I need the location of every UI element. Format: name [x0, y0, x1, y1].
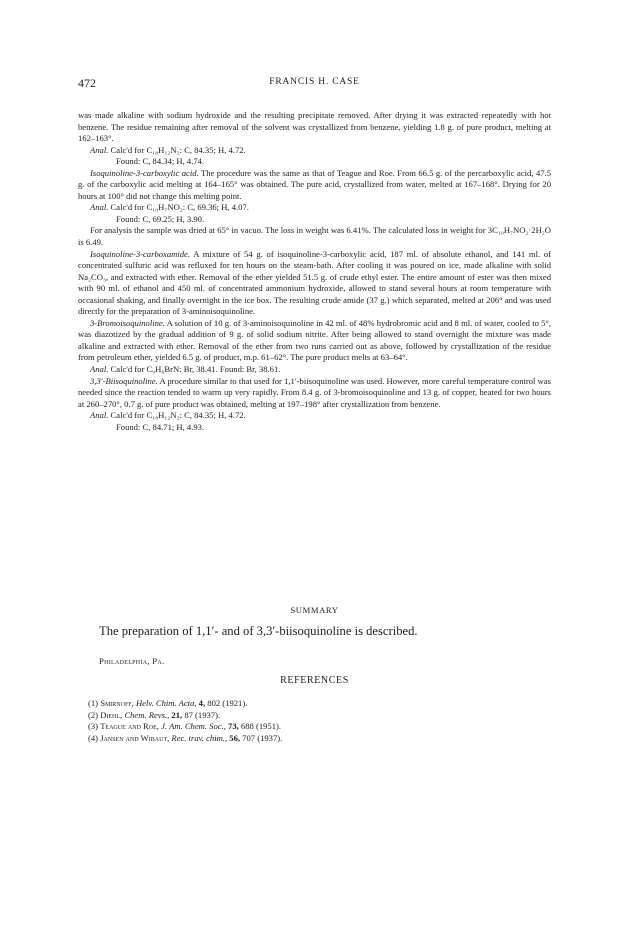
place-line: Philadelphia, Pa.: [99, 656, 165, 666]
references-heading: REFERENCES: [280, 675, 349, 686]
paragraph: 3,3′-Biisoquinoline. A procedure similar to that used for 1,1′-biisoquinoline was used. However, more careful temperature control was needed since the reaction tended to warm up very rapidly. From 8.4 g. of 3-bromoisoquinoline and 13 g. of copper, heated for two hours at 260–270°, 0.7 g. of pure product was obtained, melting at 197–198° after crystallization from benzene.: [78, 375, 551, 409]
reference-item: (3) Teague and Roe, J. Am. Chem. Soc., 73, 688 (1951).: [88, 721, 282, 731]
paragraph: Isoquinoline-3-carboxamide. A mixture of 54 g. of isoquinoline-3-carboxylic acid, 187 ml. of absolute ethanol, and 141 ml. of concentrated sulfuric acid was refluxed for ten hours on the steam-bath. After cooling it was poured on ice, made alkaline with solid Na₂CO₃, and extracted with ether. Removal of the ether yielded 51.5 g. of crude ethyl ester. The entire amount of ester was then mixed with 90 ml. of ethanol and 450 ml. of concentrated ammonium hydroxide, allowed to stand several hours at room temperature with occasional shaking, and finally overnight in the ice box. The resulting crude amide (37 g.) which separated, melted at 206° and was used directly for the preparation of 3-aminoisoquinoline.: [78, 248, 551, 317]
reference-item: (1) Smirnoff, Helv. Chim. Acta, 4, 802 (1921).: [88, 698, 248, 708]
paragraph: Isoquinoline-3-carboxylic acid. The procedure was the same as that of Teague and Roe. From 66.5 g. of the percarboxylic acid, 47.5 g. of the carboxylic acid melting at 164–165° was obtained. The pure acid, crystallized from water, melted at 167–168°. Drying for 20 hours at 100° did not change this melting point.: [78, 167, 551, 201]
analysis-line: Anal. Calc'd for C₁₈H₁₂N₂: C, 84.35; H, 4.72.: [90, 144, 246, 155]
body-text: [78, 110, 551, 433]
found-line: Found: C, 84.34; H, 4.74.: [116, 156, 205, 167]
page-header: [78, 76, 551, 90]
reference-item: (4) Jansen and Wibaut, Rec. trav. chim., 56, 707 (1937).: [88, 732, 283, 743]
paragraph: was made alkaline with sodium hydroxide and the resulting precipitate removed. After drying it was extracted repeatedly with hot benzene. The residue remaining after removal of the solvent was crystallized from benzene, yielding 1.8 g. of pure product, melting at 162–163°.: [78, 110, 551, 144]
reference-item: (2) Diehl, Chem. Revs., 21, 87 (1937).: [88, 709, 221, 720]
summary-heading: SUMMARY: [290, 605, 339, 615]
page-number: 472: [78, 76, 96, 90]
summary-text: The preparation of 1,1′- and of 3,3′-biisoquinoline is described.: [99, 624, 418, 638]
paragraph: For analysis the sample was dried at 65° in vacuo. The loss in weight was 6.41%. The calculated loss in weight for 3C₁₀H₇NO₂·2H₂O is 6.49.: [78, 225, 551, 248]
analysis-line: Anal. Calc'd for C₁₀H₇NO₂: C, 69.36; H, 4.07.: [90, 202, 249, 213]
running-head: FRANCIS H. CASE: [269, 77, 360, 87]
paragraph: 3-Bromoisoquinoline. A solution of 10 g. of 3-aminoisoquinoline in 42 ml. of 48% hydrobromic acid and 8 ml. of water, cooled to 5°, was diazotized by the gradual addition of 9 g. of solid sodium nitrite. After being allowed to stand overnight the mixture was made alkaline and extracted with ether. Removal of the ether from two runs carried out as above, followed by crystallization of the residue from petroleum ether, yielded 6.5 g. of product, m.p. 61–62°. The pure product melts at 63–64°.: [78, 317, 551, 363]
analysis-line: Anal. Calc'd for C₉H₆BrN: Br, 38.41. Found: Br, 38.61.: [90, 364, 281, 375]
references-list: [88, 698, 282, 744]
found-line: Found: C, 84.71; H, 4.93.: [116, 421, 205, 432]
analysis-line: Anal. Calc'd for C₁₈H₁₂N₂: C, 84.35; H, 4.72.: [90, 410, 246, 421]
found-line: Found: C, 69.25; H, 3.90.: [116, 213, 205, 224]
